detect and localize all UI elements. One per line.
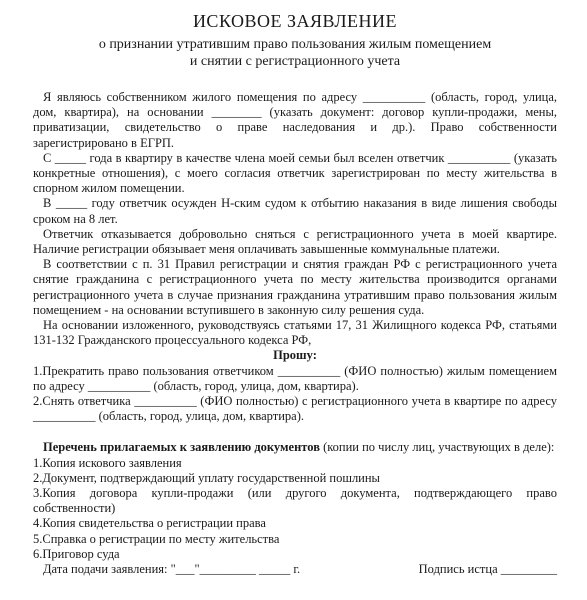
- document-body: [33, 90, 557, 577]
- paragraph: С _____ года в квартиру в качестве члена моей семьи был вселен ответчик __________ (указать конкретные отношения), с моего согласия ответчик зарегистрирован по месту жительства в спорном жилом помещении.: [33, 150, 557, 196]
- section-spacer: [33, 424, 557, 440]
- paragraph: На основании изложенного, руководствуясь статьями 17, 31 Жилищного кодекса РФ, статьями 131-132 Гражданского процессуального кодекса РФ,: [33, 318, 557, 348]
- footer-line: [33, 562, 557, 577]
- subtitle-line-1: о признании утратившим право пользования жилым помещением: [98, 37, 492, 52]
- signature-field: Подпись истца _________: [418, 562, 557, 577]
- paragraph: Я являюсь собственником жилого помещения по адресу __________ (область, город, улица, дом, квартира), на основании ________ (указать документ: договор купли-продажи, мены, приватизации, свидетельство о праве наследования и др.). Право собственности зарегистрировано в ЕГРП.: [33, 90, 557, 150]
- paragraph: В _____ году ответчик осужден Н-ским судом к отбытию наказания в виде лишения свободы сроком на 8 лет.: [33, 196, 557, 226]
- paragraph: Ответчик отказывается добровольно сняться с регистрационного учета в моей квартире. Наличие регистрации обязывает меня оплачивать завышенные коммунальные платежи.: [33, 226, 557, 257]
- attachment-item: 6.Приговор суда: [33, 546, 120, 561]
- attachments-heading: [33, 440, 557, 455]
- attachment-item: 1.Копия искового заявления: [33, 455, 182, 470]
- attachment-item: 3.Копия договора купли-продажи (или другого документа, подтверждающего право собственности): [33, 486, 557, 516]
- paragraph: В соответствии с п. 31 Правил регистрации и снятия граждан РФ с регистрационного учета снятие гражданина с регистрационного учета по месту жительства производится органами регистрационного учета в случае признания гражданина утратившим право пользования жилым помещением - на основании вступившего в законную силу решения суда.: [33, 257, 557, 317]
- request-item: 1.Прекратить право пользования ответчиком __________ (ФИО полностью) жилым помещением по адресу __________ (область, город, улица, дом, квартира).: [33, 363, 557, 393]
- document-subtitle: [33, 36, 557, 70]
- document-title: ИСКОВОЕ ЗАЯВЛЕНИЕ: [192, 11, 398, 31]
- attachments-heading-title: Перечень прилагаемых к заявлению документов: [43, 440, 320, 455]
- subtitle-line-2: и снятии с регистрационного учета: [189, 54, 401, 69]
- filing-date-field: Дата подачи заявления: "___"_________ _____ г.: [43, 562, 301, 577]
- attachment-item: 4.Копия свидетельства о регистрации права: [33, 516, 266, 531]
- request-heading: Прошу:: [273, 348, 317, 363]
- request-item: 2.Снять ответчика __________ (ФИО полностью) с регистрационного учета в квартире по адресу __________ (область, город, улица, дом, квартира).: [33, 394, 557, 424]
- attachments-heading-note: (копии по числу лиц, участвующих в деле):: [319, 440, 555, 455]
- attachment-item: 2.Документ, подтверждающий уплату государственной пошлины: [33, 470, 380, 485]
- attachment-item: 5.Справка о регистрации по месту жительства: [33, 531, 280, 546]
